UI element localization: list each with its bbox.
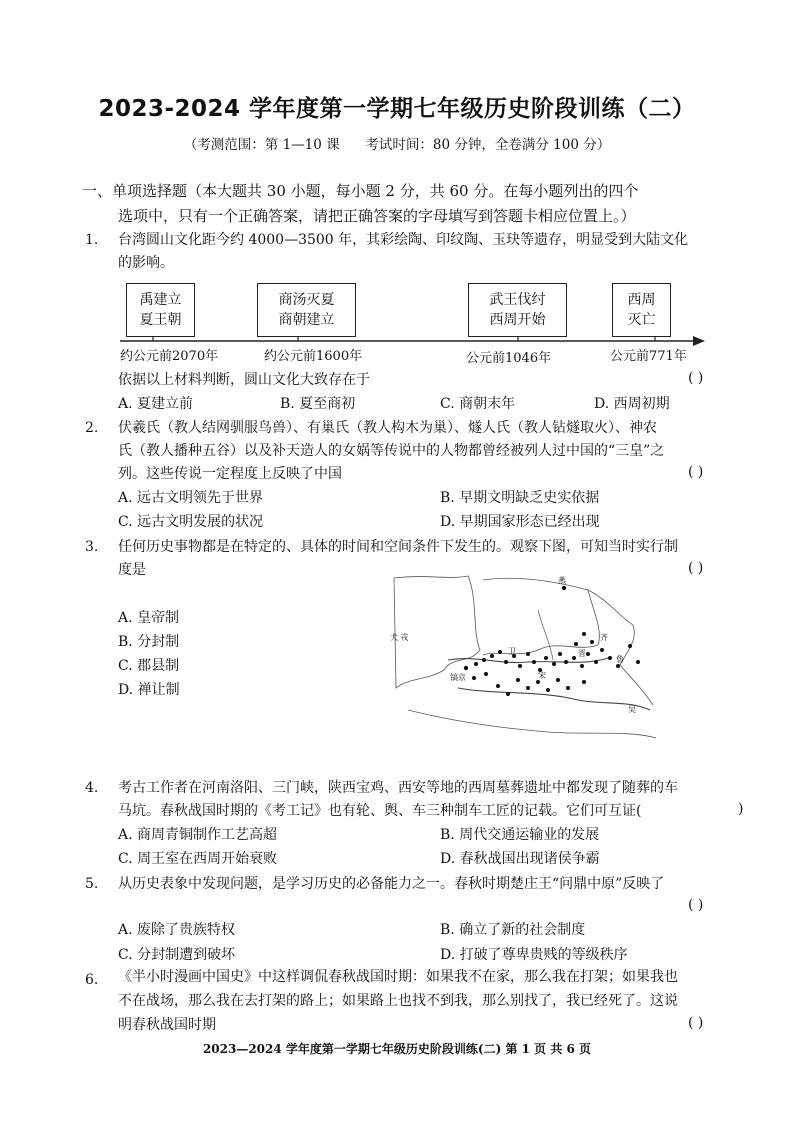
timeline-event-4: 西周 灭亡 [612,283,671,337]
q3-number: 3. [85,539,99,555]
q5-line1: 从历史表象中发现问题，是学习历史的必备能力之一。春秋时期楚庄王“问鼎中原”反映了 [118,876,665,892]
map-label-jin: 晋 [578,649,586,658]
timeline-event-1: 禹建立 夏王朝 [126,283,195,337]
exam-time: 考试时间：80 分钟，全卷满分 100 分） [365,137,611,153]
q5-answer-blank: ( ) [688,897,704,913]
q5-option-b: B. 确立了新的社会制度 [440,922,586,938]
timeline-date-2: 约公元前1600年 [264,349,363,364]
western-zhou-map [388,570,660,748]
q2-option-c: C. 远古文明发展的状况 [118,514,264,530]
map-label-yan: 燕 [558,576,566,585]
q4-answer-blank-end: ) [738,801,744,817]
q5-option-a: A. 废除了贵族特权 [118,922,236,938]
q5-option-c: C. 分封制遭到破坏 [118,947,236,963]
q1-option-b: B. 夏至商初 [280,396,356,412]
q6-line3: 明春秋战国时期 [118,1017,216,1033]
section-heading-line1: 一、单项选择题（本大题共 30 小题，每小题 2 分，共 60 分。在每小题列出的四个 [82,182,639,200]
map-label-wei: 卫 [508,647,516,656]
map-label-haojing: 镐京 [450,673,466,682]
q1-option-d: D. 西周初期 [594,396,670,412]
map-label-quanrong: 犬 戎 [390,633,409,642]
q3-option-d: D. 禅让制 [118,682,180,698]
q1-stem-line1: 台湾圆山文化距今约 4000—3500 年，其彩绘陶、印纹陶、玉玦等遗存，明显受到大陆文化 [118,232,689,248]
q1-question: 依据以上材料判断，圆山文化大致存在于 [118,372,370,388]
map-label-qi: 齐 [600,633,608,642]
map-label-wu: 吴 [628,705,636,714]
q6-number: 6. [85,972,99,988]
q1-number: 1. [85,232,99,248]
q3-option-a: A. 皇帝制 [118,610,180,626]
q2-option-b: B. 早期文明缺乏史实依据 [440,490,600,506]
timeline-date-4: 公元前771年 [610,349,687,364]
q4-option-a: A. 商周青铜制作工艺高超 [118,827,278,843]
q1-option-c: C. 商朝末年 [440,396,516,412]
q6-line1: 《半小时漫画中国史》中这样调侃春秋战国时期：如果我不在家，那么我在打架；如果我也 [118,969,678,985]
timeline-date-1: 约公元前2070年 [120,349,219,364]
q6-line2: 不在战场，那么我在去打架的路上；如果路上也找不到我，那么别找了，我已经死了。这说 [118,993,678,1009]
q4-number: 4. [85,780,99,796]
q3-answer-blank: ( ) [688,560,704,576]
map-label-lu: 鲁 [616,655,624,664]
timeline-event-3: 武王伐纣 西周开始 [468,283,567,337]
q6-answer-blank: ( ) [688,1015,704,1031]
q4-option-c: C. 周王室在西周开始衰败 [118,851,278,867]
q2-option-a: A. 远古文明领先于世界 [118,490,264,506]
page-title: 2023-2024 学年度第一学期七年级历史阶段训练（二） [98,96,696,122]
q3-option-c: C. 郡县制 [118,658,180,674]
q5-option-d: D. 打破了尊卑贵贱的等级秩序 [440,947,628,963]
q2-line1: 伏羲氏（教人结网驯服鸟兽）、有巢氏（教人构木为巢）、燧人氏（教人钻燧取火）、神农 [118,420,657,436]
q1-option-a: A. 夏建立前 [118,396,194,412]
q2-answer-blank: ( ) [688,464,704,480]
q5-number: 5. [85,876,99,892]
q2-line3: 列。这些传说一定程度上反映了中国 [118,466,342,482]
q2-number: 2. [85,420,99,436]
q1-stem-line2: 的影响。 [118,255,174,271]
exam-scope: （考测范围：第 1—10 课 [183,137,340,153]
q4-option-d: D. 春秋战国出现诸侯争霸 [440,851,600,867]
q4-option-b: B. 周代交通运输业的发展 [440,827,600,843]
q3-option-b: B. 分封制 [118,634,180,650]
page-footer: 2023—2024 学年度第一学期七年级历史阶段训练(二) 第 1 页 共 6 页 [202,1042,592,1056]
q4-line1: 考古工作者在河南洛阳、三门峡，陕西宝鸡、西安等地的西周墓葬遗址中都发现了随葬的车 [118,780,678,796]
map-label-song: 宋 [538,671,546,680]
exam-info [0,133,794,153]
timeline-date-3: 公元前1046年 [466,351,552,366]
q3-line1: 任何历史事物都是在特定的、具体的时间和空间条件下发生的。观察下图，可知当时实行制 [118,539,678,555]
q2-line2: 氏（教人播种五谷）以及补天造人的女娲等传说中的人物都曾经被列人过中国的“三皇”之 [118,443,665,459]
q3-line2: 度是 [118,562,146,578]
q2-option-d: D. 早期国家形态已经出现 [440,514,600,530]
q4-line2: 马坑。春秋战国时期的《考工记》也有轮、舆、车三种制车工匠的记载。它们可互证( [118,803,642,819]
timeline-event-2: 商汤灭夏 商朝建立 [257,283,356,337]
section-heading-line2: 选项中，只有一个正确答案，请把正确答案的字母填写到答题卡相应位置上。） [118,207,636,225]
q1-answer-blank: ( ) [688,370,704,386]
